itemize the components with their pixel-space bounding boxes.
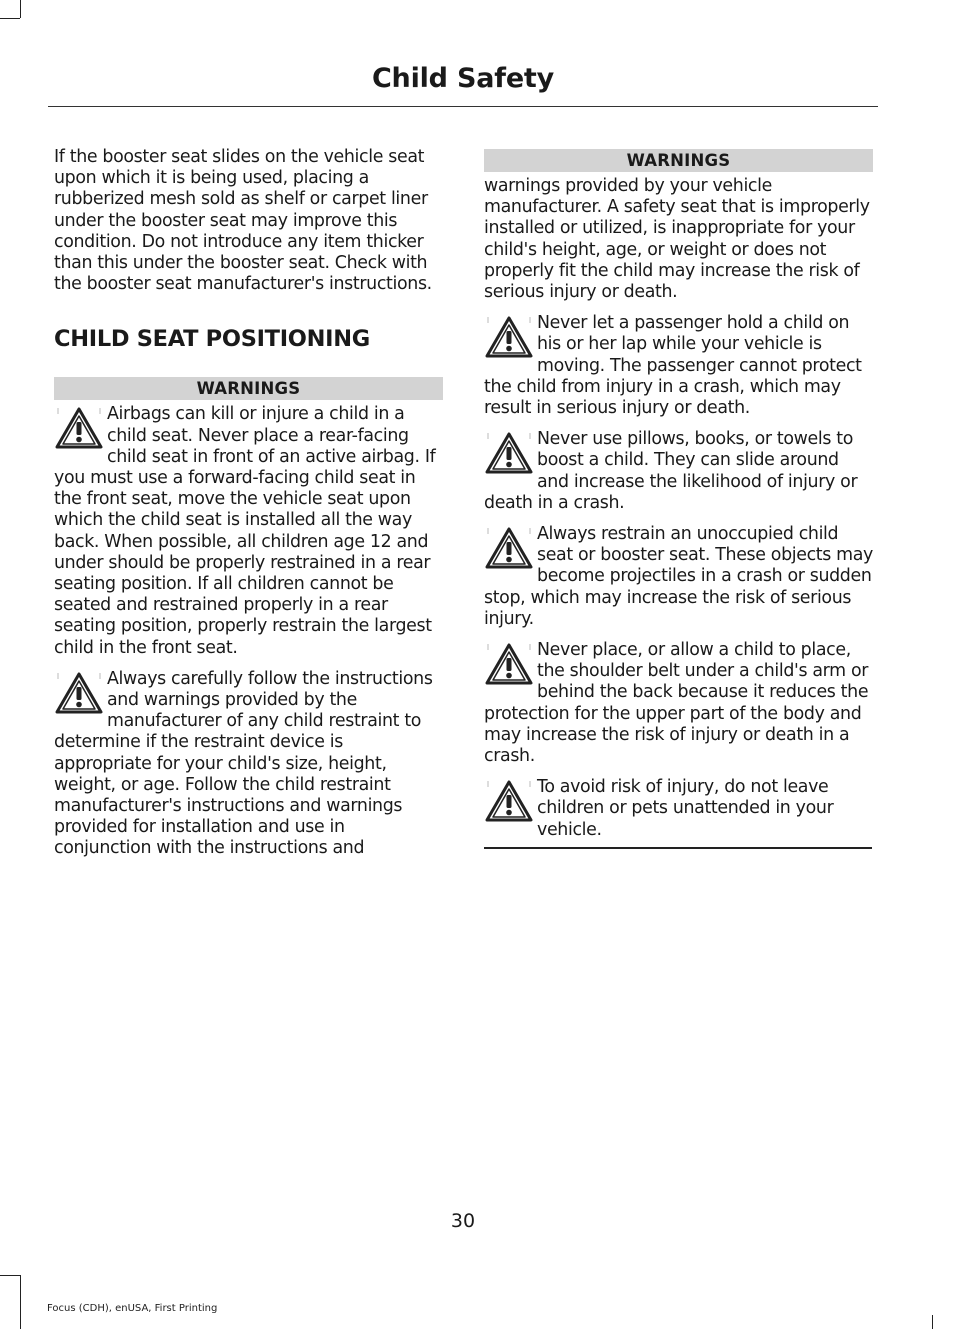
warnings-header: WARNINGS xyxy=(484,149,873,172)
warning-triangle-icon xyxy=(484,431,534,479)
warning-triangle-icon xyxy=(54,671,104,719)
warning-item xyxy=(54,404,443,658)
crop-mark xyxy=(932,1315,933,1329)
warning-item xyxy=(484,640,873,767)
crop-mark xyxy=(20,0,21,18)
warning-text: Never use pillows, books, or towels to boost a child. They can slide around and increase the likelihood of injury or death in a crash. xyxy=(484,429,858,513)
crop-mark xyxy=(0,18,20,19)
warning-text: Never place, or allow a child to place, the shoulder belt under a child's arm or behind the back because it reduces the protection for the upper part of the body and may increase the risk of injury or death in a crash. xyxy=(484,640,869,767)
warning-triangle-icon xyxy=(484,642,534,690)
page-header xyxy=(48,60,878,107)
page-title: Child Safety xyxy=(371,63,555,94)
warning-text: Always restrain an unoccupied child seat or booster seat. These objects may become projectiles in a crash or sudden stop, which may increase the risk of serious injury. xyxy=(484,524,873,629)
section-heading: CHILD SEAT POSITIONING xyxy=(54,326,370,353)
warning-text: Never let a passenger hold a child on his or her lap while your vehicle is moving. The passenger cannot protect the child from injury in a crash, which may result in serious injury or death. xyxy=(484,313,862,419)
footer-text: Focus (CDH), enUSA, First Printing xyxy=(47,1303,218,1314)
crop-mark xyxy=(0,1275,20,1276)
page-number: 30 xyxy=(450,1210,476,1232)
warning-triangle-icon xyxy=(484,315,534,363)
warning-item xyxy=(484,524,873,630)
warning-triangle-icon xyxy=(484,526,534,574)
warning-item xyxy=(484,777,873,841)
continued-text: warnings provided by your vehicle manufacturer. A safety seat that is improperly installed or utilized, is inappropriate for your child's height, age, or weight or does not properly fit the child may increase the risk of serious injury or death. xyxy=(484,176,870,303)
warning-triangle-icon xyxy=(54,406,104,454)
warnings-header: WARNINGS xyxy=(54,377,443,400)
warning-item xyxy=(54,669,443,860)
warning-triangle-icon xyxy=(484,779,534,827)
left-column xyxy=(54,147,443,860)
crop-mark xyxy=(20,1275,21,1329)
intro-paragraph: If the booster seat slides on the vehicle seat upon which it is being used, placing a rubberized mesh sold as shelf or carpet liner under the booster seat may improve this condition. Do not introduce any item thicker than this under the booster seat. Check with the booster seat manufacturer's instructions. xyxy=(54,147,432,295)
warning-item xyxy=(484,313,873,419)
warning-text: Airbags can kill or injure a child in a child seat. Never place a rear-facing child seat in front of an active airbag. If you must use a forward-facing child seat in the front seat, move the vehicle seat upon which the child seat is installed all the way back. When possible, all children age 12 and under should be properly restrained in a rear seating position. If all children cannot be seated and restrained properly in a rear seating position, properly restrain the largest child in the front seat. xyxy=(54,404,436,658)
warnings-end-rule xyxy=(484,847,872,849)
right-column xyxy=(484,147,873,849)
warning-text: Always carefully follow the instructions and warnings provided by the manufacturer of any child restraint to determine if the restraint device is appropriate for your child's size, height, weight, or age. Follow the child restraint manufacturer's instructions and warnings provided for installation and use in conjunction with the instructions and xyxy=(54,668,433,859)
warning-text: To avoid risk of injury, do not leave children or pets unattended in your vehicle. xyxy=(537,777,834,840)
warning-item xyxy=(484,429,873,514)
